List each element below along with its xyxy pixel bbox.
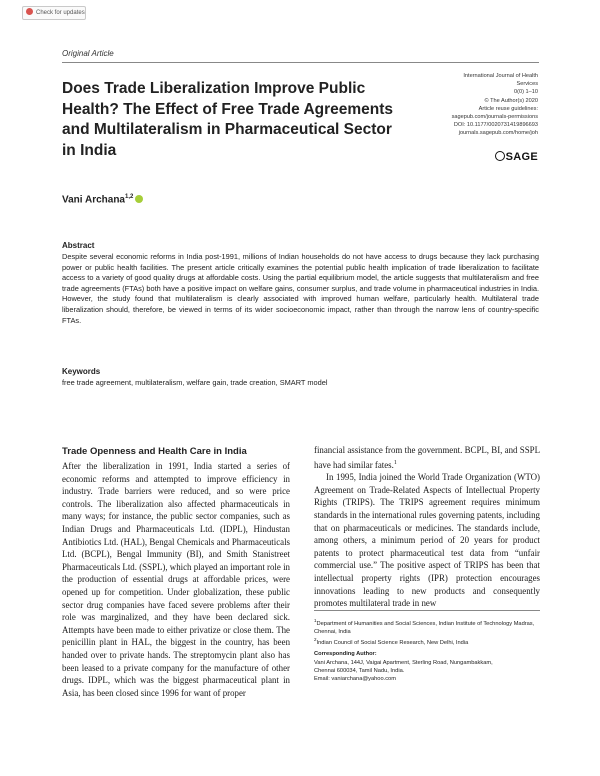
article-title: Does Trade Liberalization Improve Public Health? The Effect of Free Trade Agreements and Multilateralism in Pharmaceutical Sector in India — [62, 80, 394, 159]
corresponding-address-2: Chennai 600034, Tamil Nadu, India. — [314, 667, 405, 674]
journal-home-link[interactable]: journals.sagepub.com/home/joh — [458, 130, 538, 137]
affiliation-1: $^1$Department of Humanities and Social Sciences, Indian Institute of Technology Madras, Chennai, India — [314, 618, 535, 636]
journal-pages: 0(0) 1–10 — [514, 89, 538, 96]
body-paragraph — [314, 444, 540, 471]
affiliation-2: $^2$Indian Council of Social Science Research, New Delhi, India — [314, 637, 469, 647]
journal-name-cont: Services — [516, 81, 538, 88]
doi[interactable]: DOI: 10.1177/0020731419896693 — [453, 122, 538, 129]
orcid-icon[interactable] — [135, 195, 143, 203]
keywords-heading: Keywords — [62, 367, 101, 376]
keywords-text: free trade agreement, multilateralism, welfare gain, trade creation, SMART model — [62, 378, 328, 387]
publisher-logo — [495, 151, 538, 163]
footnote-divider — [314, 610, 540, 611]
journal-name: International Journal of Health — [463, 73, 538, 79]
abstract-text: Despite several economic reforms in India post-1991, millions of Indian households do not have access to drugs because they lack purchasing power or public health facilities. The present article critically examines the potential public health implication of trade liberalization to facilitate access to a variety of good quality drugs at affordable costs. Using the partial equilibrium model, the article suggests that multilateralism and free trade agreements (FTAs) both have a positive impact on welfare gains, consumer surplus, and trade volume in pharmaceutical industries in India. However, the study found that multilateralism is clearly associated with improved human welfare, particularly health. Multilateral trade liberalization should, therefore, be viewed in terms of its wider socioeconomic impact, rather than through the narrow lens of country-specific FTAs. — [62, 252, 539, 325]
corresponding-email[interactable]: Email: vaniarchana@yahoo.com — [314, 676, 396, 682]
publisher-name: SAGE — [505, 151, 538, 163]
abstract-heading: Abstract — [62, 241, 95, 250]
copyright: © The Author(s) 2020 — [484, 97, 538, 104]
author-affiliation: 1,2 — [125, 194, 134, 200]
footnotes — [314, 617, 540, 683]
badge-label: Check for updates — [36, 10, 85, 16]
journal-meta — [408, 72, 538, 138]
crossmark-icon — [26, 8, 33, 15]
section-heading: Trade Openness and Health Care in India — [62, 446, 247, 457]
reuse-label: Article reuse guidelines: — [478, 105, 538, 112]
body-column-right — [314, 444, 540, 610]
corresponding-author-heading: Corresponding Author: — [314, 651, 377, 658]
corresponding-address-1: Vani Archana, 144J, Vaigai Apartment, Sterling Road, Nungambakkam, — [314, 659, 493, 666]
body-paragraph: After the liberalization in 1991, India started a series of economic reforms and attempted to improve efficiency in industry. Trade barriers were reduced, and so were price controls. The liberalization also affected pharmaceuticals in many ways; for instance, the public sector companies, such as Indian Drugs and Pharmaceuticals Ltd. (IDPL), Hindustan Antibiotics Ltd. (HAL), Bengal Chemicals and Pharmaceuticals Ltd. (BCPL), Bengal Immunity (BI), and Smith Stanistreet Pharmaceuticals Ltd. (SSPL), which played an important role in the production of essential drugs at affordable prices, were opened up for competition. Under globalization, these public sector drug companies have faced severe problems after their role was marginalized, and they have been declared sick. Attempts have been made to either privatize or close them. The penicillin plant in HAL, the biggest in the country, has been handed over to private hands. The streptomycin plant also has been leased to a private company for the manufacture of other drugs. IDPL, which was the biggest pharmaceutical plant in Asia, has been closed since 1996 for want of proper — [62, 461, 290, 698]
body-paragraph-text: financial assistance from the government. BCPL, BI, and SSPL have had similar fates. — [314, 445, 540, 470]
sage-icon — [495, 151, 505, 161]
check-for-updates-badge[interactable] — [22, 6, 86, 20]
body-column-left — [62, 460, 290, 699]
article-type: Original Article — [62, 49, 114, 58]
author-line — [62, 194, 143, 205]
header-divider — [62, 62, 539, 63]
author-name: Vani Archana — [62, 194, 125, 206]
reuse-link[interactable]: sagepub.com/journals-permissions — [451, 114, 538, 121]
reference-marker[interactable]: 1 — [393, 459, 397, 466]
body-paragraph: In 1995, India joined the World Trade Organization (WTO) Agreement on Trade-Related Aspects of Intellectual Property Rights (TRIPS). The TRIPS agreement requires minimum standards in the international rules governing patents, including that on pharmaceuticals or medicines. The standards include, among others, a minimum period of 20 years for product patents to protect pharmaceutical test data from “unfair commercial use.” The positive aspect of TRIPS has been that intellectual property rights (IPR) protection encourages innovations leading to new products and consequently promotes multilateral trade in new — [314, 472, 540, 609]
